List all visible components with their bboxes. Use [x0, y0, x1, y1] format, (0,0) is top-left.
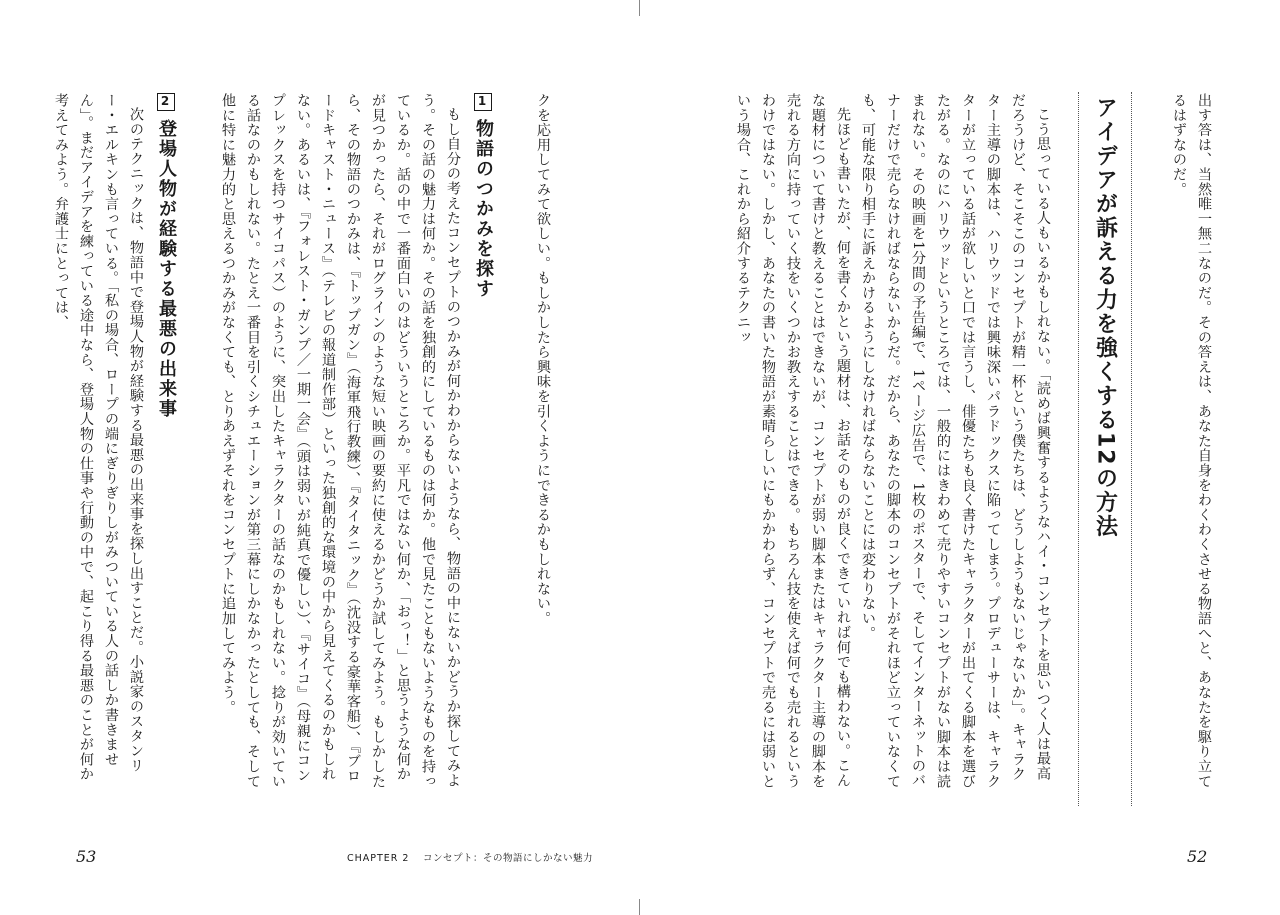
- subsection-title-2: 登場人物が経験する最悪の出来事: [156, 119, 177, 419]
- section-heading: アイデアが訴える力を強くする12の方法: [1092, 96, 1118, 539]
- subsection-heading-1: [470, 93, 496, 299]
- right-page-body: [735, 93, 1055, 793]
- gutter-crop-mark-top: [639, 0, 640, 16]
- subsection-title-1: 物語のつかみを探す: [473, 119, 494, 299]
- subsection-number-1: 1: [474, 93, 492, 111]
- page-number-right: 52: [1187, 847, 1208, 866]
- left-page-continued-text: [527, 93, 555, 793]
- section-heading-box: [1078, 92, 1132, 806]
- running-head-title: コンセプト：その物語にしかない魅力: [423, 853, 594, 864]
- running-head-chapter: CHAPTER 2: [347, 853, 410, 864]
- subsection-heading-2: [153, 93, 179, 419]
- page-number-left: 53: [76, 847, 97, 866]
- running-head: [347, 850, 593, 864]
- continued-paragraph: 出す答は、当然唯一無二なのだ。その答えは、あなた自身をわくわくさせる物語へと、あなたを駆り立てるはずなのだ。: [1171, 93, 1212, 789]
- body-paragraph: 先ほども書いたが、何を書くかという題材は、お話そのものが良くできていれば何でも構わない。こんな題材について書けと教えることはできないが、コンセプトが弱い脚本またはキャラクター主導の脚本を売れる方向に持っていく技をいくつかお教えすることはできる。もちろん技を使えば何でも売れるというわけではない。しかし、あなたの書いた物語が素晴らしいにもかかわらず、コンセプトで売るには弱いという場合、これから紹介するテクニッ: [735, 93, 851, 789]
- right-page-continued-text: [1166, 93, 1216, 793]
- continued-paragraph: クを応用してみて欲しい。もしかしたら興味を引くようにできるかもしれない。: [535, 93, 551, 626]
- subsection-number-2: 2: [157, 93, 175, 111]
- body-paragraph: 次のテクニックは、物語中で登場人物が経験する最悪の出来事を探し出すことだ。小説家のスタンリー・エルキンも言っている。「私の場合、ロープの端にぎりぎりしがみついている人の話しか書きません」。まだアイデアを練っている途中なら、登場人物の仕事や行動の中で、起こり得る最悪のことが何か考えてみよう。弁護士にとっては、: [53, 93, 144, 782]
- gutter-crop-mark-bottom: [639, 899, 640, 915]
- subsection-2-body: [53, 93, 148, 793]
- subsection-1-body: [205, 93, 465, 793]
- body-paragraph: もし自分の考えたコンセプトのつかみが何かわからないようなら、物語の中にないかどうか探してみよう。その話の魅力は何か。その話を独創的にしているものは何か。他で見たこともないようなものを持っているか。話の中で一番面白いのはどういうところか。平凡ではない何か、「おっ！」と思うような何かが見つかったら、それがログラインのような短い映画の要約に使えるかどうか試してみよう。もしかしたら、その物語のつかみは、『トップガン』（海軍飛行教練）、『タイタニック』（沈没する豪華客船）、『ブロードキャスト・ニュース』（テレビの報道制作部）といった独創的な環境の中から見えてくるのかもしれない。あるいは、『フォレスト・ガンプ／一期一会』（頭は弱いが純真で優しい）、『サイコ』（母親にコンプレックスを持つサイコパス）のように、突出したキャラクターの話なのかもしれない。捻りが効いている話なのかもしれない。たとえ一番目を引くシチュエーションが第三幕にしかなかったとしても、そして他に特に魅力的と思えるつかみがなくても、とりあえずそれをコンセプトに追加してみよう。: [220, 93, 461, 789]
- body-paragraph: こう思っている人もいるかもしれない。「読めば興奮するようなハイ・コンセプトを思いつく人は最高だろうけど、そこそこのコンセプトが精一杯という僕たちは、どうしようもないじゃないか」。キャラクター主導の脚本は、ハリウッドでは興味深いパラドックスに陥ってしまう。プロデューサーは、キャラクターが立っている話が欲しいと口では言うし、俳優たちも良く書けたキャラクターが出てくる脚本を選びたがる。なのにハリウッドというところでは、一般的にはきわめて売りやすいコンセプトがない脚本は読まれない。その映画を1分間の予告編で、1ページ広告で、1枚のポスターで、そしてインターネットのバナーだけで売らなければならないからだ。だから、あなたの脚本のコンセプトがそれほど立っていなくても、可能な限り相手に訴えかけるようにしなければならないことには変わりない。: [860, 93, 1051, 789]
